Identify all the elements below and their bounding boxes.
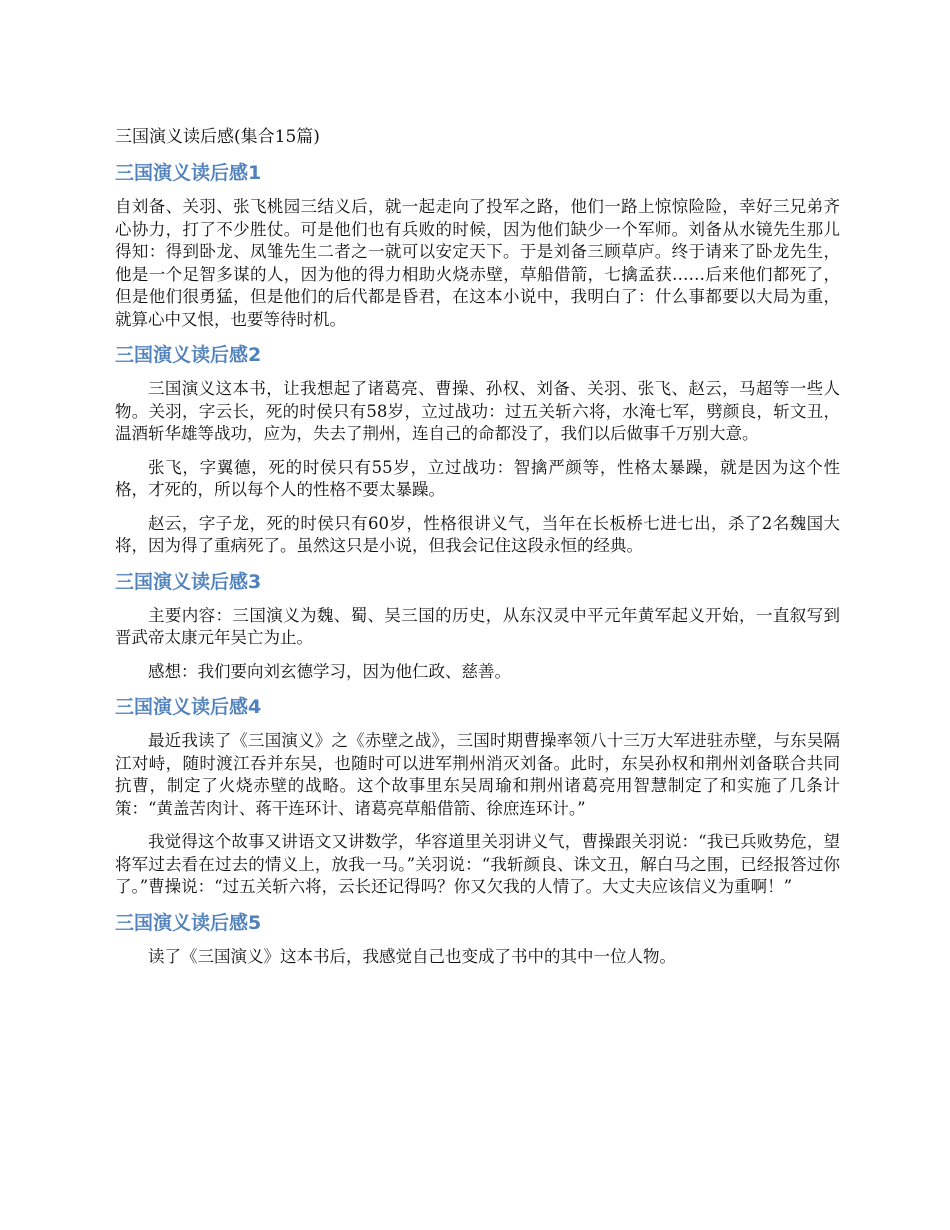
section-paragraph: 感想：我们要向刘玄德学习，因为他仁政、慈善。: [148, 661, 511, 681]
section-paragraph: 读了《三国演义》这本书后，我感觉自己也变成了书中的其中一位人物。: [148, 946, 676, 966]
section-heading: 三国演义读后感3: [115, 570, 262, 593]
section-paragraph: 赵云，字子龙，死的时侯只有60岁，性格很讲义气，当年在长板桥七进七出，杀了2名魏国大将，因为得了重病死了。虽然这只是小说，但我会记住这段永恒的经典。: [115, 513, 840, 555]
essay-section: [115, 342, 840, 558]
section-heading: 三国演义读后感1: [115, 162, 262, 184]
section-paragraph: 自刘备、关羽、张飞桃园三结义后，就一起走向了投军之路，他们一路上惊惊险险，幸好三兄弟齐心协力，打了不少胜仗。可是他们也有兵败的时候，因为他们缺少一个军师。刘备从水镜先生那儿得知：得到卧龙、凤雏先生二者之一就可以安定天下。于是刘备三顾草庐。终于请来了卧龙先生，他是一个足智多谋的人，因为他的得力相助火烧赤壁，草船借箭，七擒孟获……后来他们都死了，但是他们很勇猛，但是他们的后代都是昏君，在这本小说中，我明白了：什么事都要以大局为重，就算心中又恨，也要等待时机。: [115, 197, 840, 329]
document-title: 三国演义读后感(集合15篇): [115, 127, 320, 147]
section-paragraph: 主要内容：三国演义为魏、蜀、吴三国的历史，从东汉灵中平元年黄军起义开始，一直叙写到晋武帝太康元年吴亡为止。: [115, 605, 840, 647]
section-paragraph: 三国演义这本书，让我想起了诸葛亮、曹操、孙权、刘备、关羽、张飞、赵云，马超等一些人物。关羽，字云长，死的时侯只有58岁，立过战功：过五关斩六将，水淹七军，劈颜良，斩文丑，温酒斩华雄等战功，应为，失去了荆州，连自己的命都没了，我们以后做事千万别大意。: [115, 379, 840, 443]
essay-section: [115, 910, 840, 969]
sections-container: [115, 160, 840, 968]
section-heading: 三国演义读后感5: [115, 911, 262, 934]
document-body: [115, 126, 840, 979]
essay-section: [115, 694, 840, 899]
section-heading: 三国演义读后感2: [115, 344, 262, 366]
section-paragraph: 最近我读了《三国演义》之《赤壁之战》，三国时期曹操率领八十三万大军进驻赤壁，与东吴隔江对峙，随时渡江吞并东吴，也随时可以进军荆州消灭刘备。此时，东吴孙权和荆州刘备联合共同抗曹，制定了火烧赤壁的战略。这个故事里东吴周瑜和荆州诸葛亮用智慧制定了和实施了几条计策：“黄盖苦肉计、蒋干连环计、诸葛亮草船借箭、徐庶连环计。”: [115, 731, 840, 818]
essay-section: [115, 160, 840, 331]
essay-section: [115, 569, 840, 684]
section-paragraph: 张飞，字翼德，死的时侯只有55岁，立过战功：智擒严颜等，性格太暴躁，就是因为这个性格，才死的，所以每个人的性格不要太暴躁。: [115, 457, 840, 499]
section-paragraph: 我觉得这个故事又讲语文又讲数学，华容道里关羽讲义气，曹操跟关羽说：“我已兵败势危，望将军过去看在过去的情义上，放我一马。”关羽说：“我斩颜良、诛文丑，解白马之围，已经报答过你了。”曹操说：“过五关斩六将，云长还记得吗？你又欠我的人情了。大丈夫应该信义为重啊！”: [115, 832, 840, 896]
section-heading: 三国演义读后感4: [115, 696, 262, 718]
